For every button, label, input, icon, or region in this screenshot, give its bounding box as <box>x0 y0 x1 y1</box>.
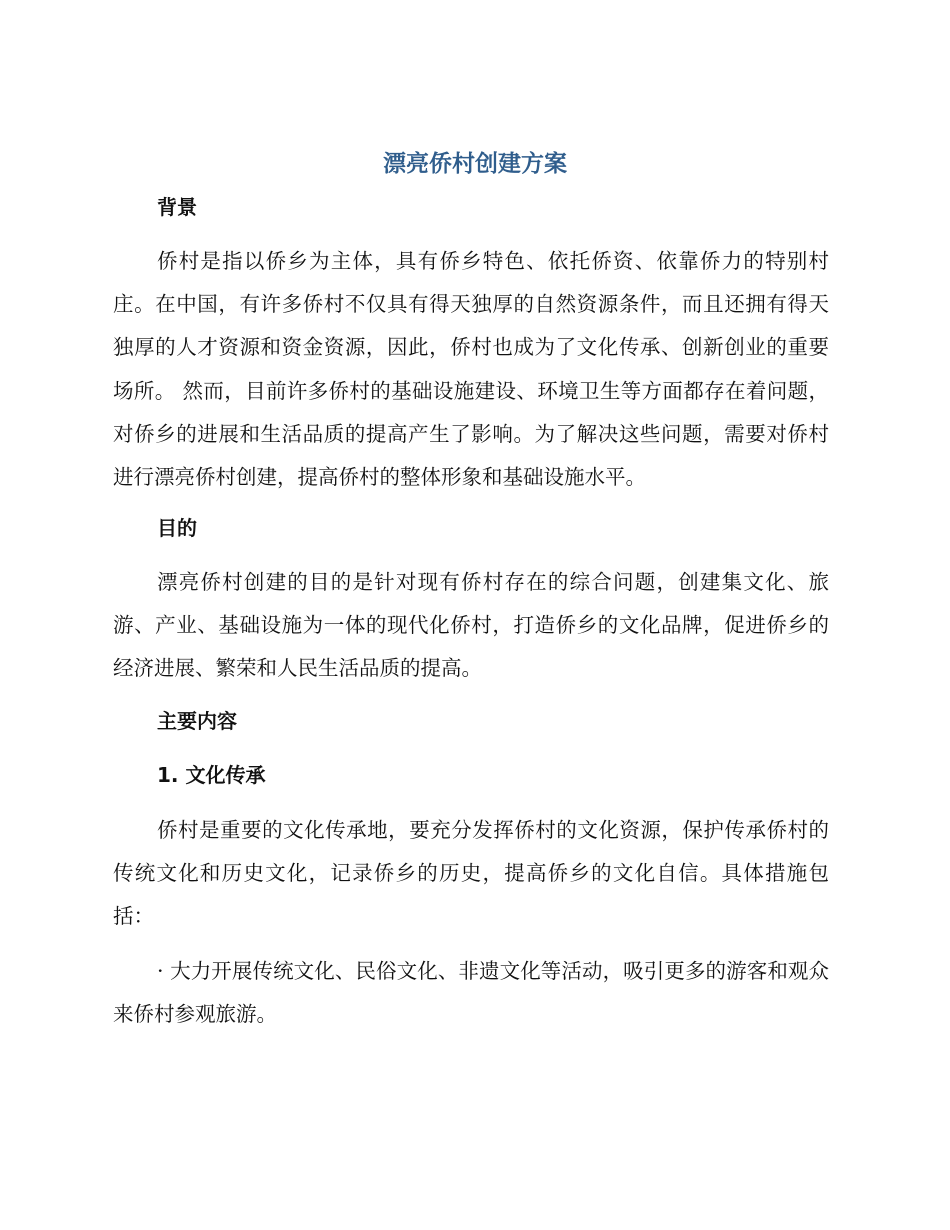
section-heading-purpose: 目的 <box>157 516 197 540</box>
culture-heritage-paragraph: 侨村是重要的文化传承地，要充分发挥侨村的文化资源，保护传承侨村的传统文化和历史文化，记录侨乡的历史，提高侨乡的文化自信。具体措施包括： <box>113 818 829 929</box>
section-heading-background: 背景 <box>157 195 197 219</box>
section-heading-main-content: 主要内容 <box>157 709 237 733</box>
bullet-item: · 大力开展传统文化、民俗文化、非遗文化等活动，吸引更多的游客和观众来侨村参观旅游。 <box>113 959 829 1027</box>
purpose-paragraph: 漂亮侨村创建的目的是针对现有侨村存在的综合问题，创建集文化、旅游、产业、基础设施为一体的现代化侨村，打造侨乡的文化品牌，促进侨乡的经济进展、繁荣和人民生活品质的提高。 <box>113 570 829 681</box>
background-paragraph: 侨村是指以侨乡为主体，具有侨乡特色、依托侨资、依靠侨力的特别村庄。在中国，有许多侨村不仅具有得天独厚的自然资源条件，而且还拥有得天独厚的人才资源和资金资源，因此，侨村也成为了文化传承、创新创业的重要场所。 然而，目前许多侨村的基础设施建设、环境卫生等方面都存在着问题，对侨乡的进展和生活品质的提高产生了影响。为了解决这些问题，需要对侨村进行漂亮侨村创建，提高侨村的整体形象和基础设施水平。 <box>113 249 829 490</box>
document-title: 漂亮侨村创建方案 <box>383 151 567 177</box>
subheading-culture-heritage: 1. 文化传承 <box>157 763 266 787</box>
